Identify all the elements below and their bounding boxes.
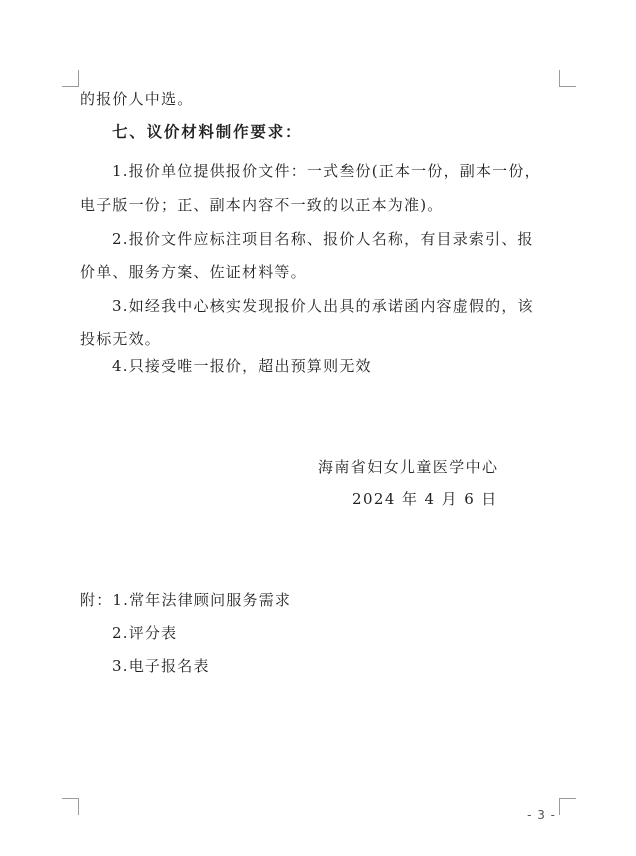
requirement-3-line-1: 3.如经我中心核实发现报价人出具的承诺函内容虚假的，该 <box>112 297 534 315</box>
requirement-1-line-1: 1.报价单位提供报价文件：一式叁份(正本一份，副本一份， <box>112 162 541 180</box>
crop-mark-top-right <box>559 70 576 87</box>
signature-organization: 海南省妇女儿童医学中心 <box>318 458 499 476</box>
requirement-2-line-1: 2.报价文件应标注项目名称、报价人名称，有目录索引、报 <box>112 230 534 248</box>
crop-mark-bottom-left <box>62 798 79 815</box>
attachment-1: 附：1.常年法律顾问服务需求 <box>80 591 292 609</box>
requirement-3-line-2: 投标无效。 <box>80 330 162 348</box>
signature-date: 2024 年 4 月 6 日 <box>352 490 498 508</box>
requirement-2-line-2: 价单、服务方案、佐证材料等。 <box>80 263 307 281</box>
crop-mark-top-left <box>62 70 79 87</box>
text-line-continuation: 的报价人中选。 <box>80 90 194 108</box>
requirement-1-line-2: 电子版一份；正、副本内容不一致的以正本为准)。 <box>80 196 444 214</box>
crop-mark-bottom-right <box>559 798 576 815</box>
attachment-2: 2.评分表 <box>112 624 178 642</box>
requirement-4: 4.只接受唯一报价，超出预算则无效 <box>112 357 372 375</box>
section-heading: 七、议价材料制作要求： <box>112 123 303 141</box>
page-number: - 3 - <box>527 808 556 822</box>
attachment-3: 3.电子报名表 <box>112 657 210 675</box>
